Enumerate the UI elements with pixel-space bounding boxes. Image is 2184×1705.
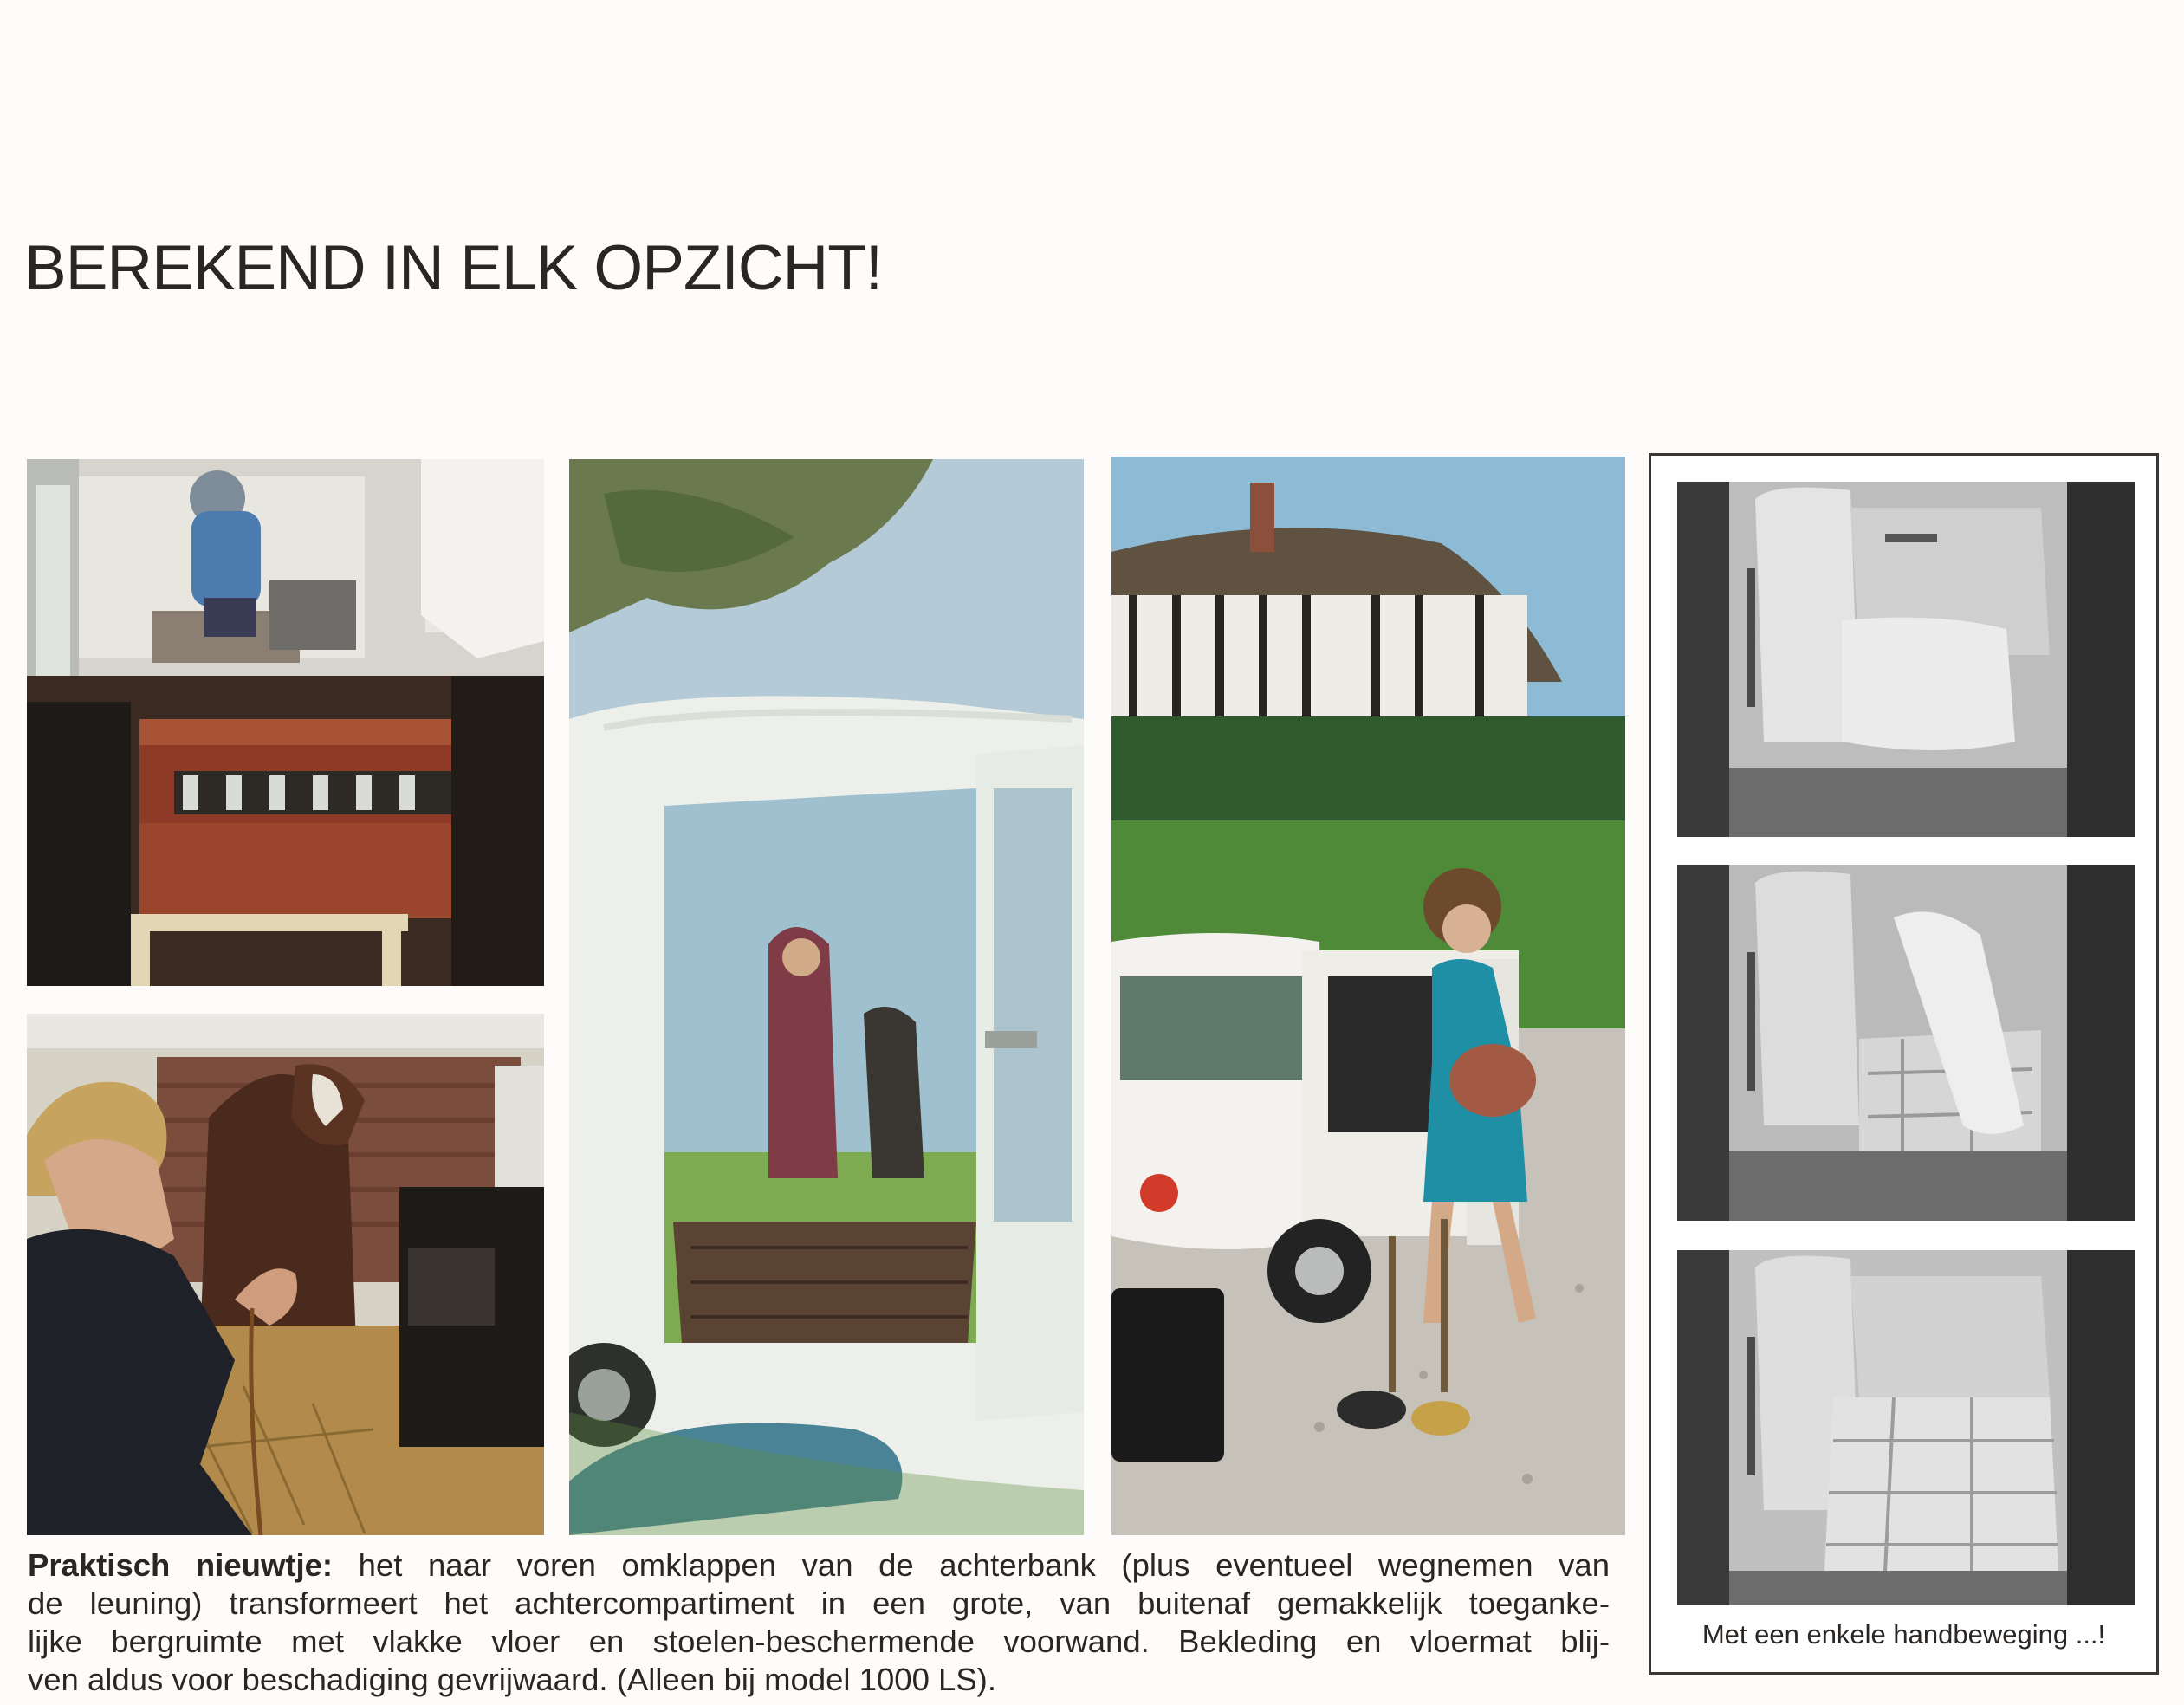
caption-line-3: lijke bergruimte met vlakke vloer en stoelen-beschermende voorwand. Bekleding en vloermat blij- [28, 1624, 1610, 1659]
caption-line-2: de leuning) transformeert het achtercompartiment in een grote, van buitenaf gemakkelijk toeganke- [28, 1585, 1610, 1621]
feature-caption [28, 1546, 1610, 1699]
photo-crate-and-gas-bottle [27, 459, 544, 986]
caption-line-1-text: het naar voren omklappen van de achterbank (plus eventueel wegnemen van [333, 1547, 1610, 1583]
photo-rear-seat-flat-floor [1677, 1250, 2135, 1605]
photo-picnic-basket [569, 459, 1084, 1535]
seat-folding-sequence-panel [1649, 453, 2159, 1675]
page-title: BEREKEND IN ELK OPZICHT! [24, 233, 883, 303]
photo-woman-at-cottage [1111, 457, 1625, 1535]
photo-rear-seat-folding [1677, 865, 2135, 1221]
panel-caption: Met een enkele handbeweging ...! [1701, 1619, 2106, 1650]
caption-lead: Praktisch nieuwtje: [28, 1547, 334, 1583]
caption-line-1 [28, 1546, 1610, 1585]
caption-line-4: ven aldus voor beschadiging gevrijwaard. (Alleen bij model 1000 LS). [28, 1662, 996, 1697]
photo-rear-seat-upright [1677, 482, 2135, 837]
photo-calf-in-car [27, 1014, 544, 1535]
